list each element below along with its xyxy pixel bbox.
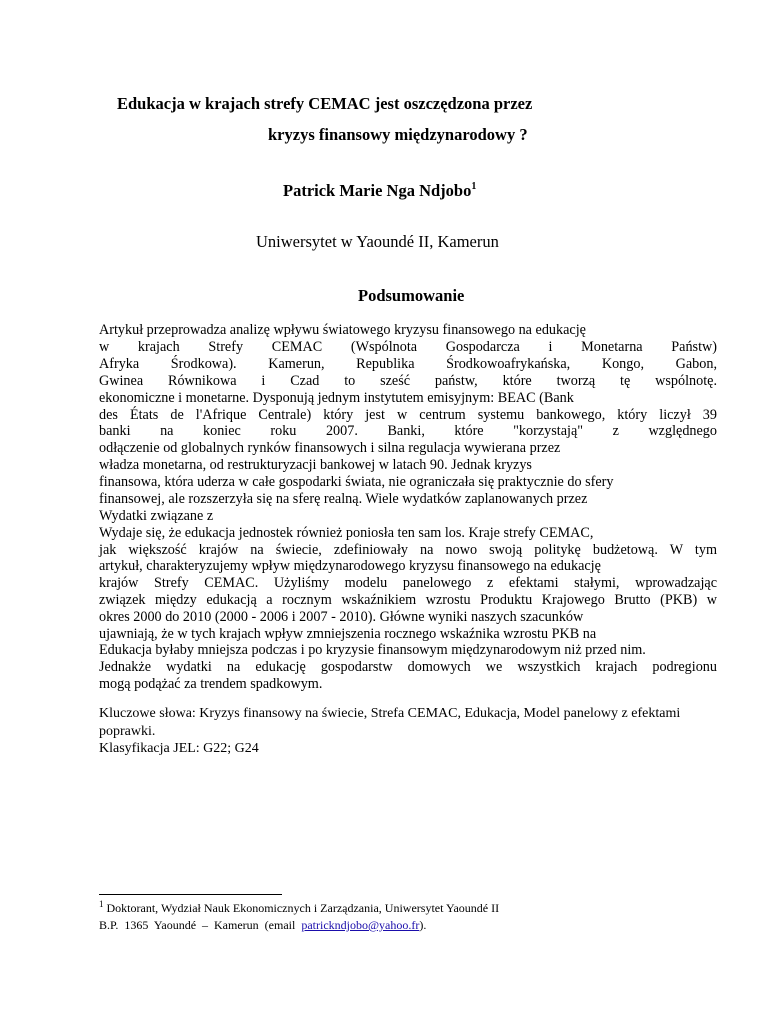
- paper-title-line-2: kryzys finansowy międzynarodowy ?: [268, 125, 528, 144]
- summary-line: Jednakże wydatki na edukację gospodarstw domowych we wszystkich krajach podregionu: [99, 659, 717, 675]
- summary-line: des États de l'Afrique Centrale) który jest w centrum systemu bankowego, który liczył 39: [99, 407, 717, 423]
- summary-line: Edukacja byłaby mniejsza podczas i po kryzysie finansowym międzynarodowym niż przed nim.: [99, 642, 646, 658]
- summary-line: artykuł, charakteryzujemy wpływ międzynarodowego kryzysu finansowego na edukację: [99, 558, 601, 574]
- jel-classification: Klasyfikacja JEL: G22; G24: [99, 741, 259, 756]
- footnote-mark: 1: [99, 899, 104, 909]
- footnote-line-1: [99, 901, 499, 916]
- author-footnote-mark: 1: [471, 181, 477, 192]
- summary-line: finansowa, która uderza w całe gospodarki świata, nie ograniczała się praktycznie do sfery: [99, 474, 614, 490]
- keywords-line-2: poprawki.: [99, 724, 156, 739]
- summary-line: Afryka Środkowa). Kamerun, Republika Środkowoafrykańska, Kongo, Gabon,: [99, 356, 717, 372]
- author-name: [283, 181, 476, 201]
- author-name-text: Patrick Marie Nga Ndjobo: [283, 181, 472, 200]
- summary-line: okres 2000 do 2010 (2000 - 2006 i 2007 - 2010). Główne wyniki naszych szacunków: [99, 609, 584, 625]
- summary-line: władza monetarna, od restrukturyzacji bankowej w latach 90. Jednak kryzys: [99, 457, 532, 473]
- summary-line: ekonomiczne i monetarne. Dysponują jednym instytutem emisyjnym: BEAC (Bank: [99, 390, 574, 406]
- summary-line: odłączenie od globalnych rynków finansowych i silna regulacja wywierana przez: [99, 440, 561, 456]
- summary-line: finansowej, ale rozszerzyła się na sferę realną. Wiele wydatków zaplanowanych przez: [99, 491, 588, 507]
- summary-line: banki na koniec roku 2007. Banki, które "korzystają" z względnego: [99, 423, 717, 439]
- summary-line: Wydatki związane z: [99, 508, 214, 524]
- author-affiliation: Uniwersytet w Yaoundé II, Kamerun: [256, 232, 499, 251]
- summary-line: w krajach Strefy CEMAC (Wspólnota Gospodarcza i Monetarna Państw): [99, 339, 717, 355]
- footnote-address-end: ).: [419, 918, 427, 932]
- email-link[interactable]: patrickndjobo@yahoo.fr: [301, 918, 420, 932]
- paper-title-line-1: Edukacja w krajach strefy CEMAC jest oszczędzona przez: [117, 94, 533, 113]
- summary-line: jak większość krajów na świecie, zdefiniowały na nowo swoją politykę budżetową. W tym: [99, 542, 717, 558]
- footnote-address: B.P. 1365 Yaoundé – Kamerun (email: [99, 918, 302, 932]
- footnote-text-1: Doktorant, Wydział Nauk Ekonomicznych i Zarządzania, Uniwersytet Yaoundé II: [106, 901, 500, 915]
- keywords-line-1: Kluczowe słowa: Kryzys finansowy na świecie, Strefa CEMAC, Edukacja, Model panelowy z efektami: [99, 706, 681, 721]
- summary-line: krajów Strefy CEMAC. Użyliśmy modelu panelowego z efektami stałymi, wprowadzając: [99, 575, 717, 591]
- summary-line: Wydaje się, że edukacja jednostek również poniosła ten sam los. Kraje strefy CEMAC,: [99, 525, 594, 541]
- summary-line: Artykuł przeprowadza analizę wpływu światowego kryzysu finansowego na edukację: [99, 322, 586, 338]
- summary-heading: Podsumowanie: [358, 286, 465, 305]
- footnote-separator: [99, 894, 282, 895]
- summary-line: związek między edukacją a rocznym wskaźnikiem wzrostu Produktu Krajowego Brutto (PKB) w: [99, 592, 717, 608]
- summary-line: mogą podążać za trendem spadkowym.: [99, 676, 323, 692]
- summary-line: Gwinea Równikowa i Czad to sześć państw, które tworzą tę wspólnotę.: [99, 373, 717, 389]
- footnote-line-2: [99, 918, 426, 933]
- summary-line: ujawniają, że w tych krajach wpływ zmniejszenia rocznego wskaźnika wzrostu PKB na: [99, 626, 597, 642]
